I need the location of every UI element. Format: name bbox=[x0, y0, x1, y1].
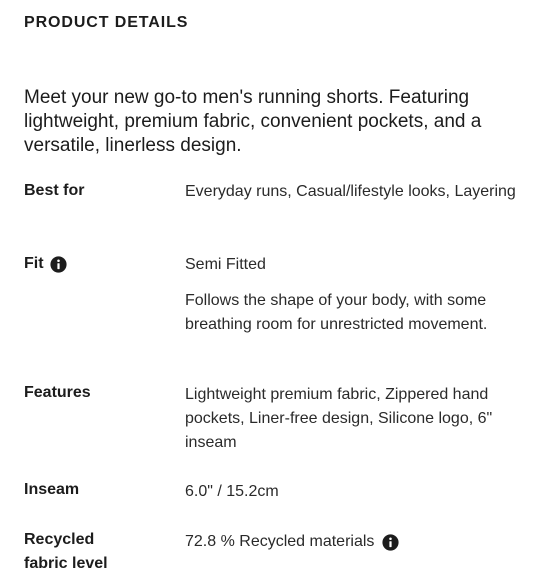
inseam-value: 6.0" / 15.2cm bbox=[185, 483, 279, 500]
recycled-label bbox=[24, 528, 134, 576]
info-icon[interactable] bbox=[382, 534, 399, 551]
features-label bbox=[24, 381, 91, 405]
fit-description: Follows the shape of your body, with some breathing room for unrestricted movement. bbox=[185, 292, 488, 333]
section-title: PRODUCT DETAILS bbox=[24, 14, 189, 31]
inseam-label bbox=[24, 478, 79, 502]
fit-value-block bbox=[185, 253, 530, 337]
best-for-value: Everyday runs, Casual/lifestyle looks, Layering bbox=[185, 183, 516, 200]
recycled-label-text: Recycled fabric level bbox=[24, 531, 108, 572]
product-description: Meet your new go-to men's running shorts. Featuring lightweight, premium fabric, convenient pockets, and a versatile, linerless design. bbox=[24, 87, 482, 156]
recycled-value: 72.8 % Recycled materials bbox=[185, 533, 375, 550]
best-for-label-text: Best for bbox=[24, 182, 85, 199]
recycled-value-block bbox=[185, 530, 530, 554]
fit-label bbox=[24, 252, 67, 276]
fit-value: Semi Fitted bbox=[185, 256, 266, 273]
features-label-text: Features bbox=[24, 384, 91, 401]
inseam-label-text: Inseam bbox=[24, 481, 80, 498]
best-for-label bbox=[24, 179, 84, 203]
info-icon[interactable] bbox=[50, 256, 67, 273]
fit-label-text: Fit bbox=[24, 255, 44, 272]
features-value: Lightweight premium fabric, Zippered hand pockets, Liner-free design, Silicone logo, 6" inseam bbox=[185, 386, 493, 451]
